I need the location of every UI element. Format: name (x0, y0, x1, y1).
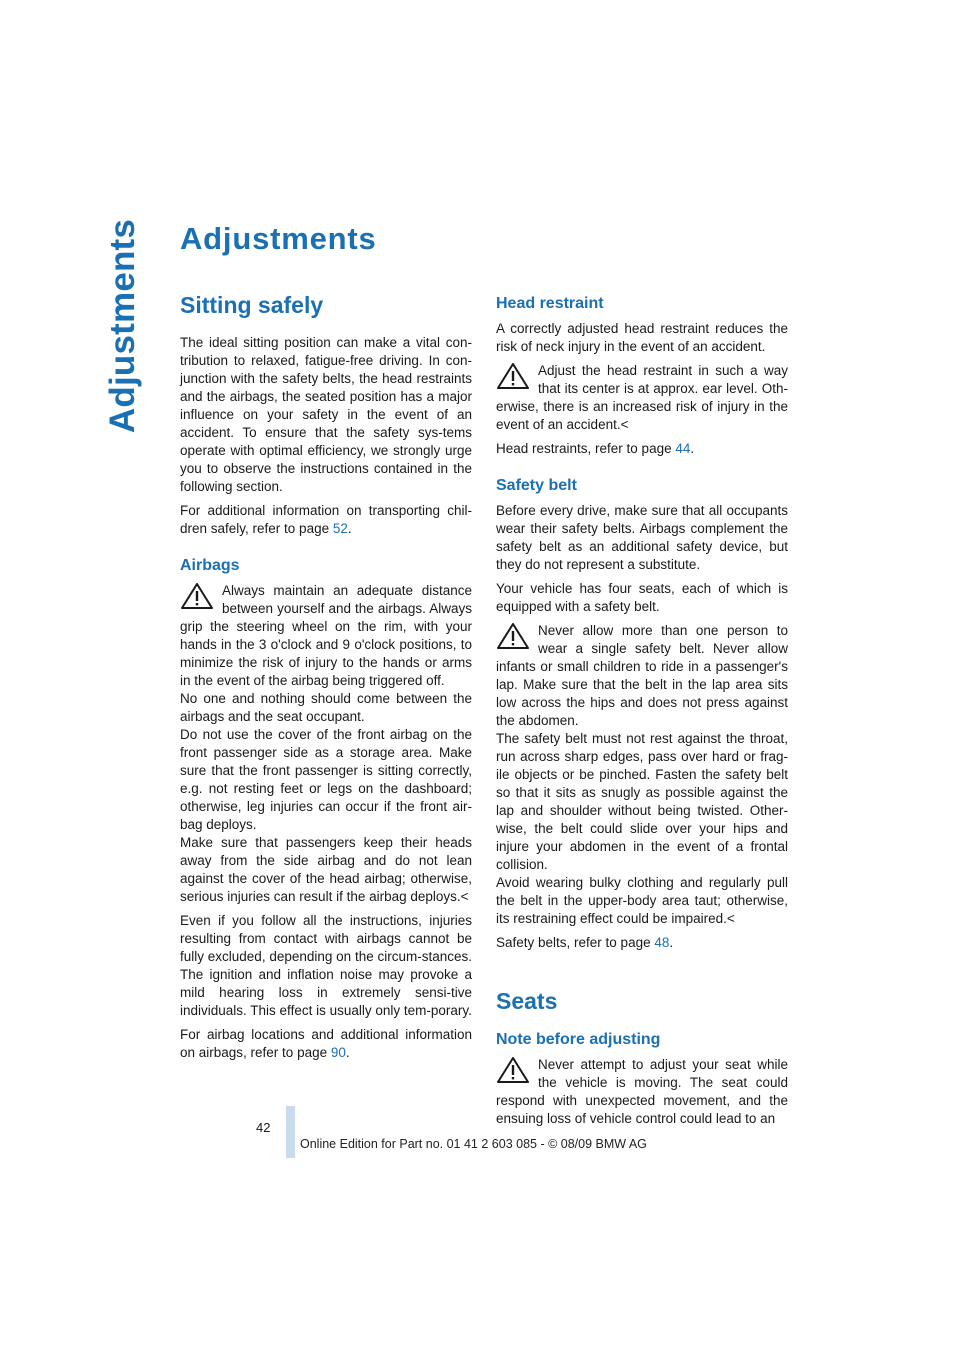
sitting-safely-heading: Sitting safely (180, 292, 324, 318)
airbags-reference-text: For airbag locations and additional information on airbags, refer to page (180, 1027, 472, 1060)
safety-belt-warning-text-3: Avoid wearing bulky clothing and regularly pull the belt in the upper-body area taut; otherwise, its restraining effect could be impaired.< (496, 875, 788, 926)
head-restraint-heading: Head restraint (496, 295, 604, 312)
side-tab (98, 218, 148, 434)
note-before-adjusting-heading: Note before adjusting (496, 1031, 661, 1048)
safety-belt-seats: Your vehicle has four seats, each of which is equipped with a safety belt. (496, 581, 788, 614)
children-reference: For additional information on transporting chil-dren safely, refer to page 52. (180, 503, 472, 536)
seats-warning-text: Never attempt to adjust your seat while the vehicle is moving. The seat could respond with unexpected movement, and the ensuing loss of vehicle control could lead to an (496, 1057, 788, 1126)
head-restraint-reference: Head restraints, refer to page 44. (496, 441, 695, 456)
children-page-link[interactable]: 52 (332, 521, 348, 536)
side-tab-label: Adjustments (103, 218, 142, 434)
left-column (180, 290, 472, 1068)
airbags-injuries: Even if you follow all the instructions, injuries resulting from contact with airbags cannot be fully excluded, depending on the circum-stances. The ignition and inflation noise may provoke a mild hearing loss in extremely sensi-tive individuals. This effect is usually only tem-porary. (180, 913, 472, 1018)
warning-triangle-icon (496, 1056, 530, 1084)
airbags-reference (180, 1026, 472, 1062)
head-restraint-page-link[interactable]: 44 (675, 441, 691, 456)
page-title: Adjustments (180, 221, 377, 256)
airbags-heading: Airbags (180, 557, 240, 574)
children-reference-text: For additional information on transporting chil-dren safely, refer to page (180, 503, 472, 536)
safety-belt-reference-text: Safety belts, refer to page (496, 935, 655, 950)
airbags-warning-text-1: Always maintain an adequate distance between yourself and the airbags. Always grip the steering wheel on the rim, with your hands in the 3 o'clock and 9 o'clock positions, to minimize the risk of injury to the hands or arms in the event of the airbag being triggered off. (180, 583, 472, 688)
airbags-page-link[interactable]: 90 (330, 1045, 346, 1060)
safety-belt-page-link[interactable]: 48 (654, 935, 670, 950)
seats-warning (496, 1056, 788, 1128)
right-column (496, 290, 788, 1134)
seats-heading: Seats (496, 988, 558, 1014)
safety-belt-warning-text-1: Never allow more than one person to wear a single safety belt. Never allow infants or small children to ride in a passenger's lap. Make sure that the belt in the lap area sits low across the hips and does not press against the abdomen. (496, 623, 788, 728)
warning-triangle-icon (496, 362, 530, 390)
head-restraint-intro: A correctly adjusted head restraint reduces the risk of neck injury in the event of an accident. (496, 321, 788, 354)
footer-edition: Online Edition for Part no. 01 41 2 603 085 - © 08/09 BMW AG (300, 1137, 647, 1151)
airbags-warning-text-2: No one and nothing should come between the airbags and the seat occupant. (180, 691, 472, 724)
footer-bar (286, 1106, 295, 1158)
sitting-intro: The ideal sitting position can make a vital con-tribution to relaxed, fatigue-free driving. In con-junction with the safety belts, the head restraints and the airbags, the seated position has a major influence on your safety in the event of an accident. To ensure that the safety sys-tems operate with optimal efficiency, we strongly urge you to observe the instructions contained in the following section. (180, 335, 472, 494)
page-number: 42 (256, 1120, 271, 1135)
airbags-warning-text-3: Do not use the cover of the front airbag on the front passenger side as a storage area. Make sure that the front passenger is sitting correctly, e.g. not resting feet or legs on the dashboard; otherwise, leg injuries can occur if the front air-bag deploys. (180, 727, 472, 832)
airbags-warning-text-4: Make sure that passengers keep their heads away from the side airbag and do not lean against the cover of the head airbag; otherwise, serious injuries can result if the airbag deploys.< (180, 835, 472, 904)
warning-triangle-icon (496, 622, 530, 650)
head-restraint-warning (496, 362, 788, 434)
safety-belt-warning-text-2: The safety belt must not rest against the throat, run across sharp edges, pass over hard or frag-ile objects or be pinched. Fasten the safety belt so that it sits as snugly as possible against the lap and shoulder without being twisted. Other-wise, the belt could slide over your hips and injure your abdomen in the event of a frontal collision. (496, 731, 788, 872)
safety-belt-heading: Safety belt (496, 477, 577, 494)
safety-belt-warning (496, 622, 788, 928)
safety-belt-intro: Before every drive, make sure that all occupants wear their safety belts. Airbags complement the safety belt as an additional safety device, but they do not represent a substitute. (496, 503, 788, 572)
safety-belt-reference: Safety belts, refer to page 48. (496, 935, 674, 950)
airbags-warning (180, 582, 472, 906)
airbags-reference-end: . (345, 1045, 350, 1060)
head-restraint-warning-text: Adjust the head restraint in such a way that its center is at approx. ear level. Oth-erwise, there is an increased risk of injury in the event of an accident.< (496, 363, 788, 432)
warning-triangle-icon (180, 582, 214, 610)
head-restraint-reference-text: Head restraints, refer to page (496, 441, 676, 456)
